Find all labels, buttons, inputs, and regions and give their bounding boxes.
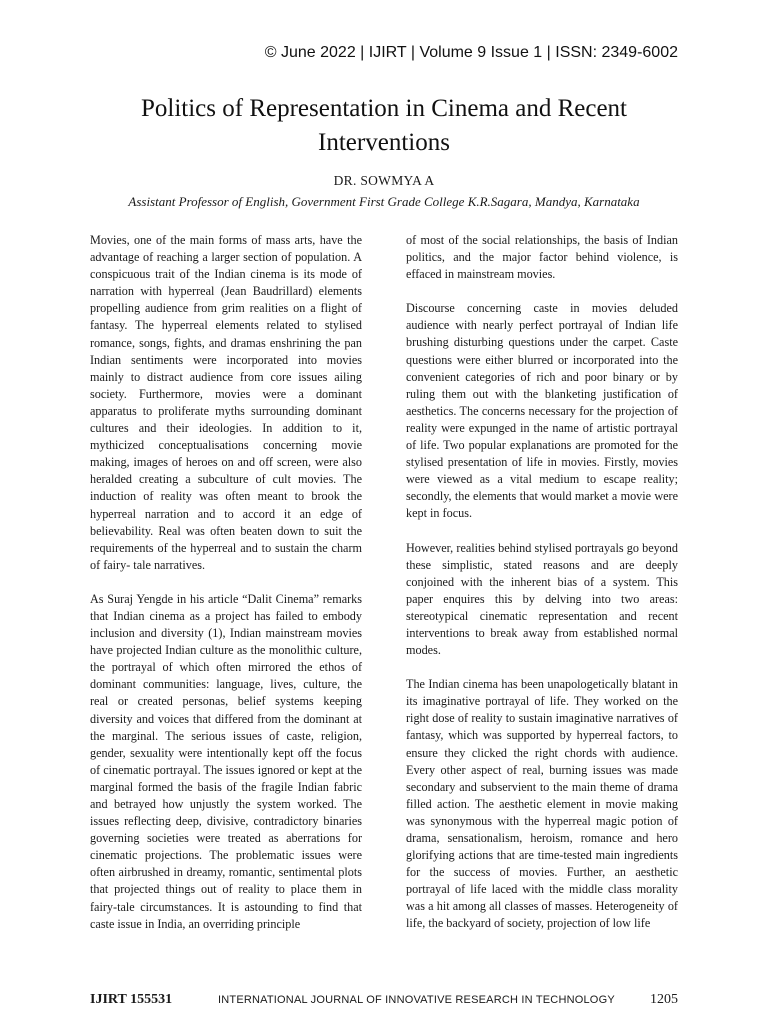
paragraph: However, realities behind stylised portrayals go beyond these simplistic, stated reasons and are deeply conjoined with the inherent bias of a system. This paper enquires this by delving into two areas: stereotypical cinematic representation and recent interventions to break away from established normal modes. [406,540,678,658]
page-number: 1205 [650,992,678,1007]
article-title: Politics of Representation in Cinema and Recent Interventions [141,95,627,156]
paragraph: Movies, one of the main forms of mass arts, have the advantage of reaching a larger section of population. A conspicuous trait of the Indian cinema is its mode of narration with hyperreal (Jean Baudrillard) elements propelling audience from grim realities on a flight of fantasy. The hyperreal elements related to stylised romance, songs, fights, and dramas enshrining the pan Indian sentiments were incorporated into movies mainly to distract audience from core issues ailing society. Furthermore, movies were a dominant apparatus to proliferate myths surrounding dominant cultures and their ideologies. In addition to it, mythicized conceptualisations concerning movie making, images of heroes on and off screen, were also heralded creating a subculture of cult movies. The induction of reality was often meant to brook the hyperreal narration and to accord it an edge of believability. Real was often beaten down to suit the requirements of the hyperreal and to sustain the charm of fairy- tale narratives. [90,233,362,572]
footer-article-id: IJIRT 155531 [90,992,173,1007]
footer-journal-name: INTERNATIONAL JOURNAL OF INNOVATIVE RESEARCH IN TECHNOLOGY [218,994,615,1006]
paragraph: of most of the social relationships, the basis of Indian politics, and the major factor behind violence, is effaced in mainstream movies. [406,233,678,282]
journal-issue-header: © June 2022 | IJIRT | Volume 9 Issue 1 | ISSN: 2349-6002 [264,44,678,61]
author-name: DR. SOWMYA A [333,173,435,188]
paragraph: The Indian cinema has been unapologetically blatant in its imaginative portrayal of life. They worked on the right dose of reality to sustain imaginative narratives of fantasy, which was supported by hyperreal factors, to ensure they clicked the right chords with audience. Every other aspect of real, burning issues was made secondary and subservient to the main theme of drama filled action. The aesthetic element in movie making was synonymous with the hyperreal magic potion of drama, sensationalism, heroism, romance and hero glorifying actions that are time-tested main ingredients for the success of movies. Further, an aesthetic portrayal of life laced with the middle class morality was a hit among all classes of masses. Heterogeneity of life, the backyard of society, projection of low life [406,677,678,931]
right-column [406,232,678,950]
paragraph: Discourse concerning caste in movies deluded audience with nearly perfect portrayal of Indian life brushing disturbing questions under the carpet. Caste questions were either blurred or incorporated into the convenient categories of rich and poor binary or by ruling them out with the blanketing justification of aesthetics. The concerns necessary for the projection of reality were expunged in the name of artistic portrayal of life. Two popular explanations are promoted for the stylised presentation of life in movies. Firstly, movies were viewed as a vital medium to escape reality; secondly, the elements that would market a movie were kept in focus. [406,301,678,521]
paragraph: As Suraj Yengde in his article “Dalit Cinema” remarks that Indian cinema as a project has failed to embody inclusion and diversity (1), Indian mainstream movies have projected Indian culture as the monolithic culture, the portrayal of which often mirrored the ethos of dominant communities: language, lives, culture, the real or created personas, belief systems keeping diversity and voices that differed from the dominant at the marginal. The serious issues of caste, religion, gender, sexuality were intentionally kept off the focus of cinematic portrayal. The issues ignored or kept at the marginal formed the basis of the fragile Indian fabric and betrayed how unjustly the system worked. The issues reflecting deep, divisive, contradictory binaries governing societies were treated as aberrations for cinematic projections. The problematic issues were often airbrushed in dreamy, romantic, sentimental plots that projected things out of reality to place them in fairy-tale circumstances. It is astounding to find that caste issue in India, an overriding principle [90,591,362,931]
author-affiliation: Assistant Professor of English, Government First Grade College K.R.Sagara, Mandya, Karnataka [128,194,640,209]
left-column [90,232,362,950]
